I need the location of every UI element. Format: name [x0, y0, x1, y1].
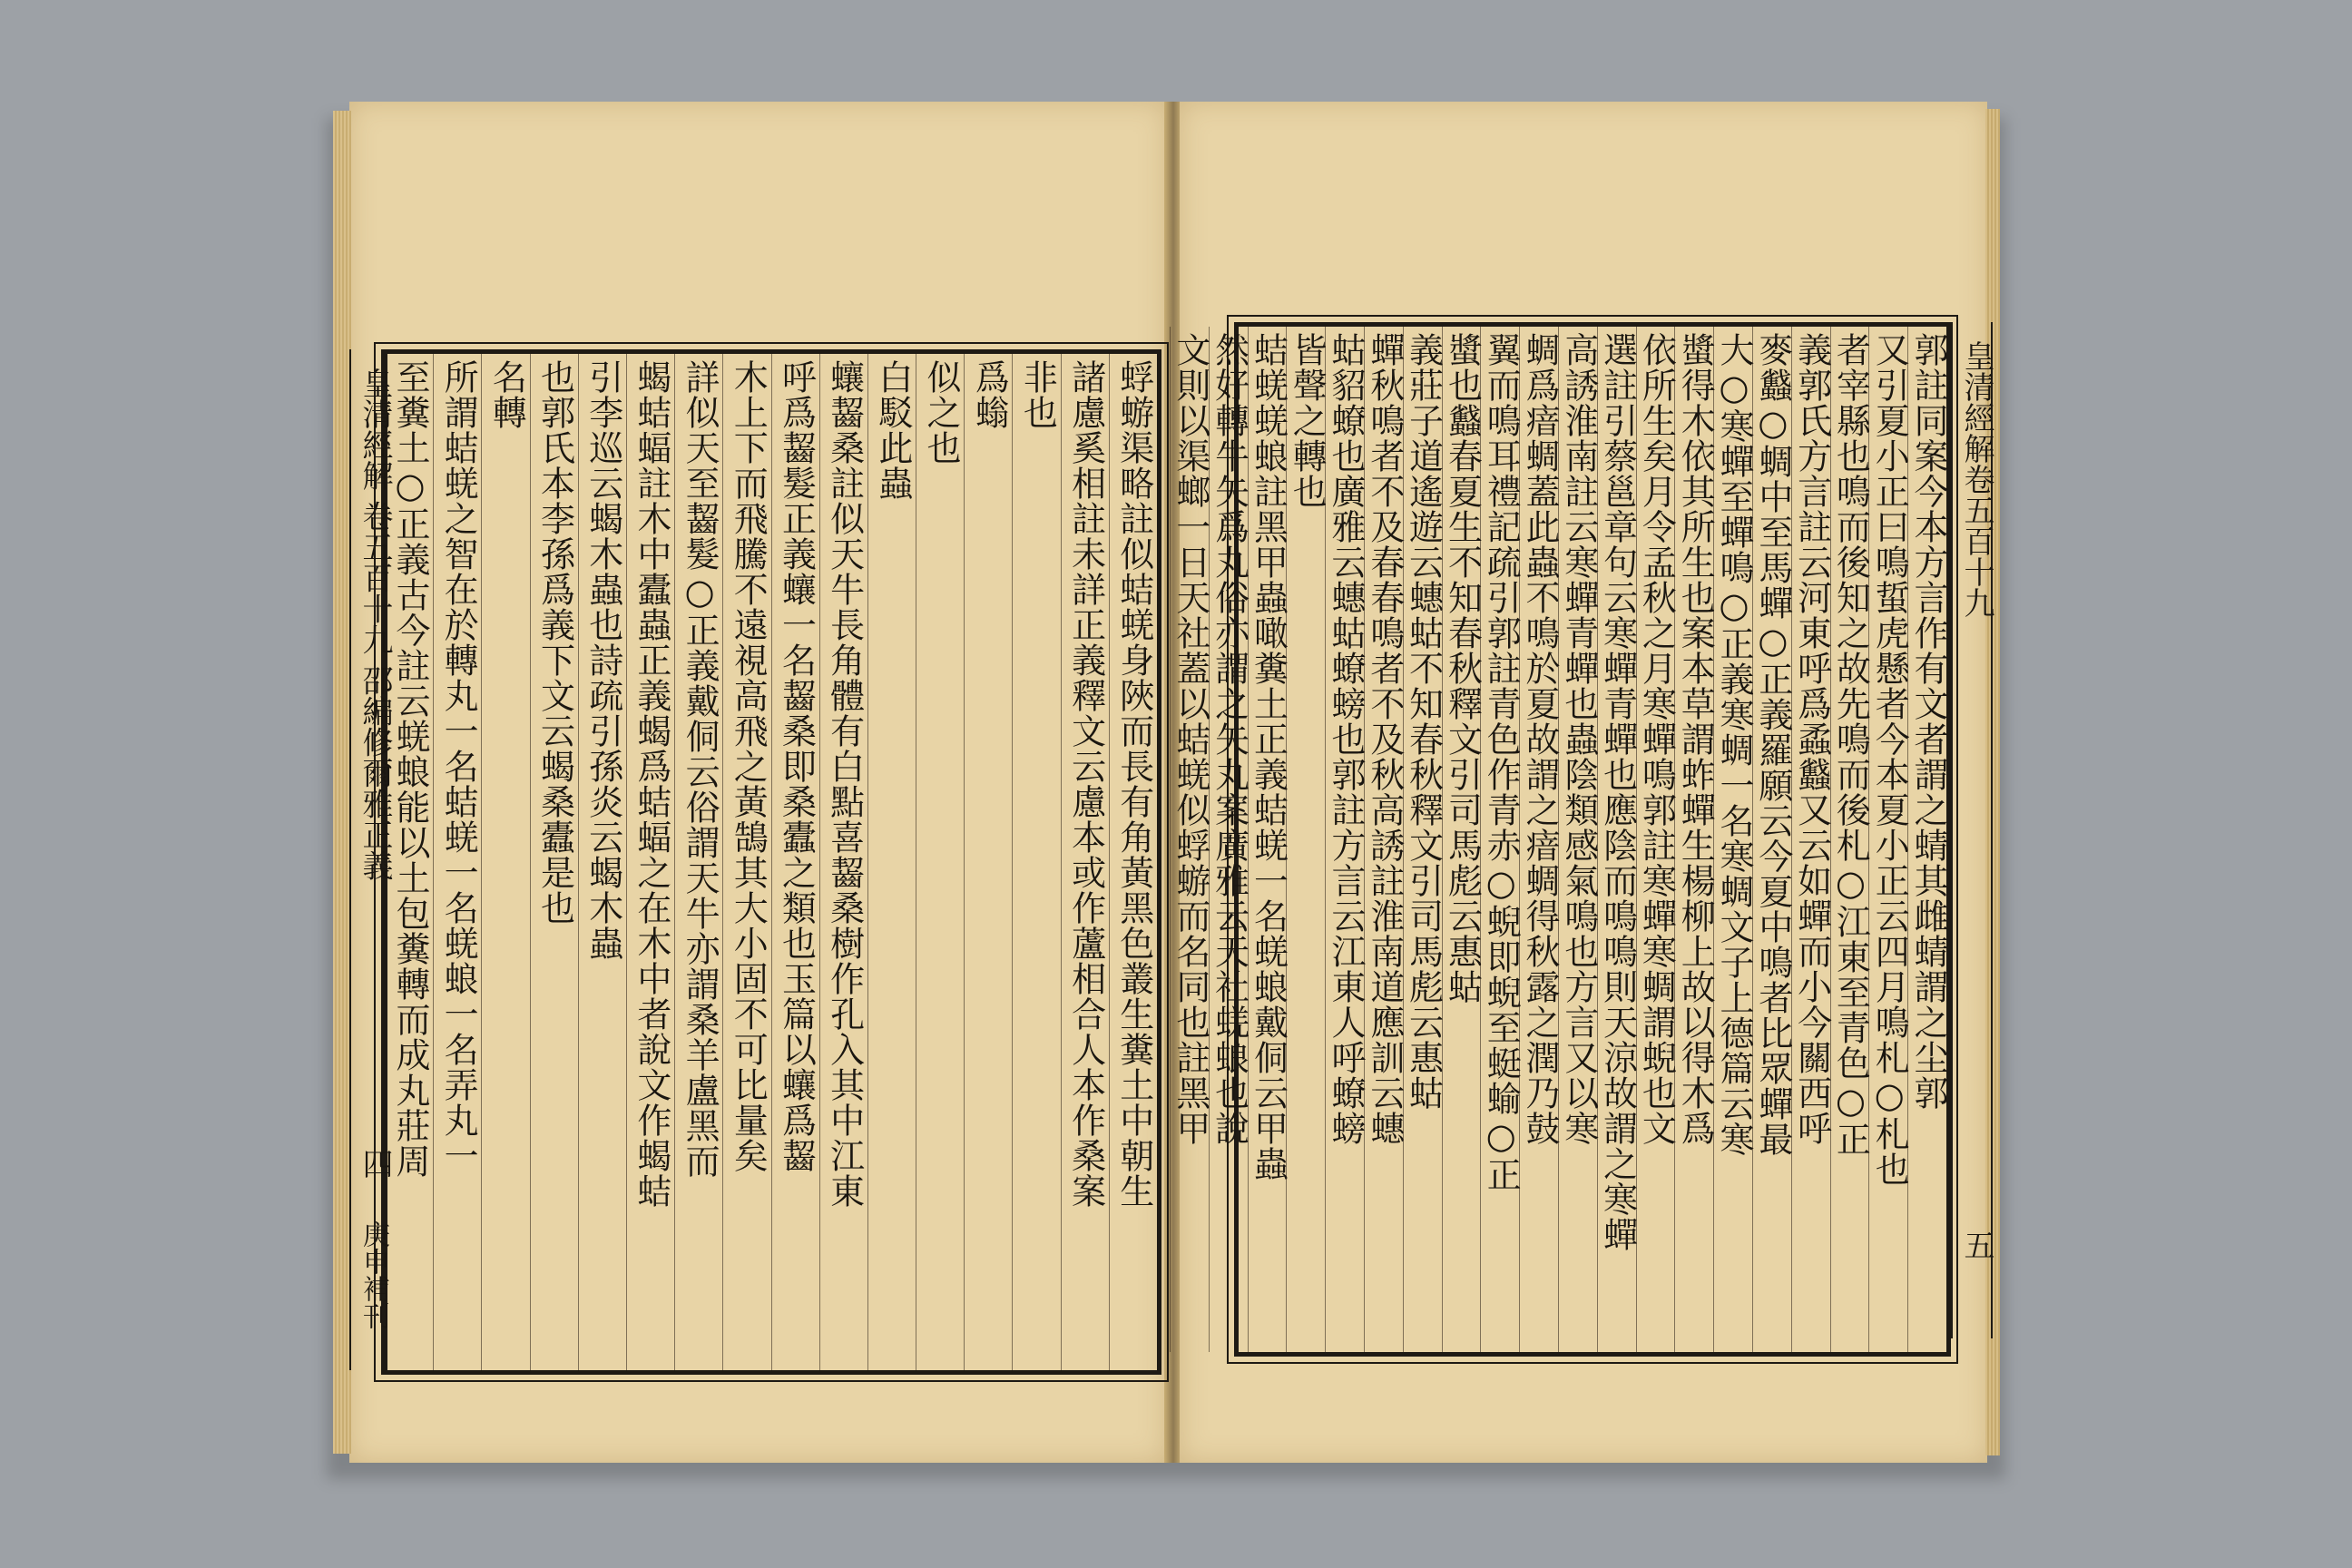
right-column-text: 蛄貂蟟也廣雅云蟪蛄蟟螃也郭註方言云江東人呼蟟螃: [1326, 332, 1367, 1146]
left-column-text: 呼爲齧髮正義蠰一名齧桑即桑蠹之類也玉篇以蠰爲齧: [776, 359, 817, 1173]
left-column-text: 非也: [1017, 359, 1058, 430]
right-column: [1442, 327, 1481, 1352]
right-column: [1713, 327, 1755, 1352]
right-column: [1791, 327, 1830, 1352]
left-column-text: 蜉蝣渠略註似蛣蜣身陜而長有角黃黑色叢生糞土中朝生: [1113, 359, 1154, 1209]
left-column-text: 名轉: [486, 359, 527, 430]
right-column: [1403, 327, 1442, 1352]
right-column: [1907, 327, 1946, 1352]
left-column: [867, 354, 916, 1370]
left-margin-strip: [349, 349, 393, 1370]
left-column: [481, 354, 529, 1370]
left-column: [916, 354, 964, 1370]
left-column-text: 白駁此蟲: [872, 359, 913, 501]
right-column-text: 翼而鳴耳禮記疏引郭註青色作青赤○蜺即蜺至蜓蝓○正: [1481, 332, 1522, 1192]
right-columns: [1170, 327, 1948, 1352]
left-column-text: 至糞土○正義古今註云蜣蜋能以土包糞轉而成丸莊周: [389, 359, 430, 1179]
right-column-text: 大○寒蟬至蟬鳴○正義寒蜩一名寒蜩文子上德篇云寒: [1714, 332, 1755, 1157]
right-column: [1558, 327, 1597, 1352]
left-columns: [386, 354, 1157, 1370]
right-column-text: 蜩爲瘖蜩蓋此蟲不鳴於夏故謂之瘖蜩得秋露之潤乃鼓: [1520, 332, 1561, 1146]
left-margin-page-number: 四: [357, 1148, 393, 1179]
left-column: [722, 354, 770, 1370]
right-column-text: 蛣蜣蜣蜋註黑甲蟲噉糞土正義蛣蜣一名蜣蜋戴侗云甲蟲: [1248, 332, 1289, 1181]
right-column: [1364, 327, 1403, 1352]
right-column-text: 蟬秋鳴者不及春春鳴者不及秋高誘註淮南道應訓云蟪: [1364, 332, 1405, 1146]
left-column: [1061, 354, 1109, 1370]
left-column: [771, 354, 819, 1370]
right-column: [1325, 327, 1367, 1352]
left-column: [819, 354, 867, 1370]
right-column: [1830, 327, 1869, 1352]
right-column-text: 郭註同案今本方言作有文者謂之蜻其雌蜻謂之尘郭: [1908, 332, 1948, 1111]
left-column-text: 詳似天至齧髮○正義戴侗云俗謂天牛亦謂桑羊盧黑而: [680, 359, 720, 1179]
right-column: [1519, 327, 1561, 1352]
right-column-text: 螿得木依其所生也案本草謂蚱蟬生楊柳上故以得木爲: [1675, 332, 1716, 1146]
right-column: [1480, 327, 1522, 1352]
right-column-text: 皆聲之轉也: [1287, 332, 1328, 509]
left-column: [530, 354, 578, 1370]
right-column-text: 選註引蔡邕章句云寒蟬青蟬也應陰而鳴鳴則天涼故謂之寒蟬: [1597, 332, 1638, 1252]
right-column-text: 螿也蠽春夏生不知春秋釋文引司馬彪云惠蛄: [1442, 332, 1483, 1004]
left-margin-publisher: 庚申補刊: [358, 1220, 389, 1329]
right-column-text: 然好轉牛矢爲丸俗亦謂之矢丸案廣雅云天社蜣蜋也說: [1209, 332, 1250, 1146]
left-margin-title: 皇清經解 卷五百十九 邵編修爾雅正義: [357, 368, 393, 881]
right-column: [1286, 327, 1328, 1352]
right-column-text: 義郭氏方言註云河東呼爲蟊蠽又云如蟬而小今關西呼: [1791, 332, 1832, 1146]
right-column-text: 依所生矣月令孟秋之月寒蟬鳴郭註寒蟬寒蜩謂蜺也文: [1636, 332, 1677, 1146]
left-column-text: 木上下而飛騰不遠視高飛之黃鵠其大小固不可比量矣: [728, 359, 769, 1173]
left-column: [964, 354, 1012, 1370]
left-column: [1012, 354, 1060, 1370]
right-column: [1674, 327, 1716, 1352]
left-column-text: 也郭氏本李孫爲義下文云蝎桑蠹是也: [534, 359, 575, 926]
left-column-text: 諸慮奚相註未詳正義釋文云慮本或作蘆相合人本作桑案: [1065, 359, 1106, 1209]
left-column-text: 似之也: [921, 359, 962, 466]
page-edge: [333, 111, 351, 1454]
right-column-text: 麥蠽○蜩中至馬蟬○正義羅願云今夏中鳴者比眾蟬最: [1752, 332, 1793, 1157]
right-column: [1636, 327, 1675, 1352]
left-column-text: 所謂蛣蜣之智在於轉丸一名蛣蜣一名蜣蜋一名弄丸一: [438, 359, 479, 1173]
right-text-frame: [1170, 322, 1951, 1357]
right-column: [1209, 327, 1248, 1352]
left-column: [433, 354, 481, 1370]
right-column-text: 又引夏小正曰鳴蜇虎懸者今本夏小正云四月鳴札○札也: [1869, 332, 1910, 1187]
left-column: [1109, 354, 1157, 1370]
right-margin-page-number: 五: [1958, 1230, 1994, 1260]
left-column-text: 蝎蛣蝠註木中蠹蟲正義蝎爲蛣蝠之在木中者說文作蝎蛣: [631, 359, 671, 1209]
right-column: [1170, 327, 1209, 1352]
right-column-text: 義莊子道遙遊云蟪蛄不知春秋釋文引司馬彪云惠蛄: [1403, 332, 1444, 1111]
right-column: [1868, 327, 1910, 1352]
right-column-text: 者宰縣也鳴而後知之故先鳴而後札○江東至青色○正: [1830, 332, 1871, 1157]
right-column: [1752, 327, 1791, 1352]
right-column-text: 高誘淮南註云寒蟬青蟬也蟲陰類感氣鳴也方言又以寒: [1558, 332, 1599, 1146]
right-column: [1597, 327, 1636, 1352]
right-margin-strip: [1951, 322, 1993, 1338]
right-column-text: 文則以渠螂一日天社蓋以蛣蜣似蜉蝣而名同也註黑甲: [1170, 332, 1210, 1146]
left-column: [674, 354, 722, 1370]
left-column-text: 引李巡云蝎木蟲也詩疏引孫炎云蝎木蟲: [583, 359, 623, 961]
left-column-text: 蠰齧桑註似天牛長角體有白點喜齧桑樹作孔入其中江東: [824, 359, 865, 1209]
right-margin-title: 皇清經解卷五百十九: [1958, 340, 1994, 618]
left-column: [578, 354, 626, 1370]
left-text-frame: [381, 349, 1161, 1375]
right-column: [1248, 327, 1287, 1352]
left-column-text: 爲螉: [969, 359, 1010, 430]
left-column: [626, 354, 674, 1370]
